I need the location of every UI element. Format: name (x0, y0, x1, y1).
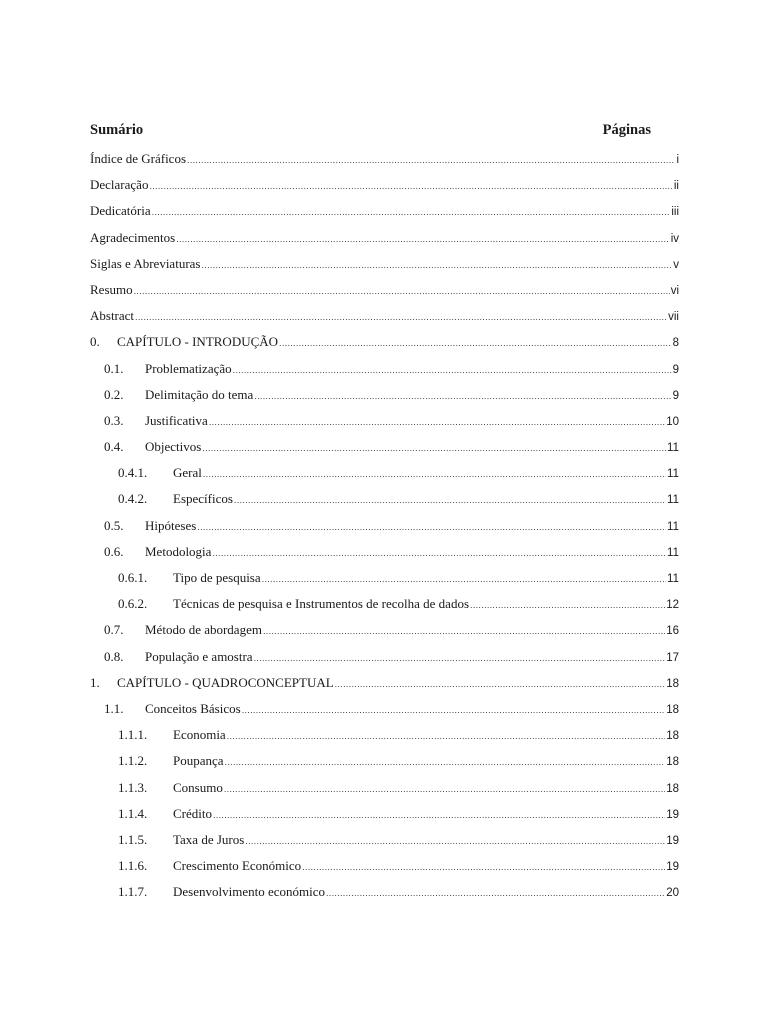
toc-entry[interactable] (90, 565, 679, 591)
dot-leader (176, 226, 669, 252)
toc-entry-number: 0.1. (104, 360, 124, 376)
toc-entry-number: 0. (90, 334, 100, 350)
toc-entry-title: CAPÍTULO - INTRODUÇÃO (117, 334, 279, 350)
toc-entry-title: Taxa de Juros (173, 831, 245, 847)
dot-leader (152, 199, 671, 225)
toc-entry[interactable] (90, 539, 679, 565)
toc-entry[interactable] (90, 172, 679, 198)
toc-entry-number: 0.6.2. (118, 596, 148, 612)
toc-entry-title: Desenvolvimento económico (173, 884, 325, 900)
toc-entry[interactable] (90, 879, 679, 905)
toc-entry[interactable] (90, 722, 679, 748)
toc-entry-title: CAPÍTULO - QUADROCONCEPTUAL (117, 674, 334, 690)
toc-entry[interactable] (90, 277, 679, 303)
toc-entry[interactable] (90, 670, 679, 696)
toc-entry[interactable] (90, 303, 679, 329)
toc-title: Sumário (90, 122, 144, 138)
toc-entry-title: Problematização (145, 360, 232, 376)
dot-leader (233, 357, 672, 383)
toc-entry-page: ii (673, 180, 679, 193)
toc-entry-page: 18 (666, 782, 679, 795)
toc-entry-title: Crédito (173, 805, 212, 821)
toc-entry-page: 16 (666, 625, 679, 638)
dot-leader (326, 880, 665, 906)
toc-entry-page: vii (668, 311, 679, 324)
toc-entry-number: 1.1.3. (118, 779, 148, 795)
toc-entry-number: 1.1.1. (118, 727, 148, 743)
toc-entry-title: Agradecimentos (90, 229, 176, 245)
dot-leader (202, 435, 666, 461)
dot-leader (201, 252, 672, 278)
toc-entry[interactable] (90, 408, 679, 434)
toc-entry-title: Consumo (173, 779, 223, 795)
toc-entry-number: 0.4.2. (118, 491, 148, 507)
dot-leader (254, 645, 666, 671)
dot-leader (224, 776, 665, 802)
toc-entry-page: 11 (667, 468, 679, 481)
toc-entry-page: 11 (667, 494, 679, 507)
dot-leader (187, 147, 675, 173)
dot-leader (263, 618, 665, 644)
toc-entry-title: Geral (173, 465, 202, 481)
toc-entry-number: 0.6.1. (118, 570, 148, 585)
toc-entry-number: 0.3. (104, 412, 124, 428)
toc-entry-number: 0.4. (104, 439, 124, 455)
toc-entry[interactable] (90, 486, 679, 512)
toc-entry-page: 18 (666, 730, 679, 743)
toc-entry-page: 18 (666, 703, 679, 716)
toc-entry-page: 18 (666, 677, 679, 690)
toc-entry-page: 11 (667, 520, 679, 533)
toc-entry[interactable] (90, 591, 679, 617)
dot-leader (227, 723, 665, 749)
pages-column-label: Páginas (602, 122, 651, 138)
dot-leader (197, 514, 666, 540)
toc-entry-title: Método de abordagem (145, 622, 262, 638)
toc-entry[interactable] (90, 644, 679, 670)
toc-entry-number: 0.5. (104, 517, 124, 533)
toc-entry-page: 19 (666, 808, 679, 821)
toc-entry-page: iii (671, 206, 679, 219)
toc-entry[interactable] (90, 696, 679, 722)
toc-entry-page: 19 (666, 834, 679, 847)
toc-entry[interactable] (90, 146, 679, 172)
toc-entry-number: 0.4.1. (118, 465, 148, 481)
toc-entry-number: 1.1.7. (118, 884, 148, 900)
dot-leader (213, 802, 665, 828)
toc-entry-page: iv (670, 232, 679, 245)
toc-entry[interactable] (90, 198, 679, 224)
toc-entry-page: 17 (666, 651, 679, 664)
toc-entry-page: 19 (666, 861, 679, 874)
toc-entry-page: i (676, 154, 679, 166)
toc-entry-title: Conceitos Básicos (145, 700, 241, 716)
toc-entry-title: Crescimento Económico (173, 858, 302, 874)
toc-entry-page: 20 (666, 887, 679, 900)
toc-entry-number: 0.6. (104, 543, 124, 559)
toc-header (90, 122, 651, 139)
toc-entry-page: 9 (672, 389, 679, 402)
toc-entry-title: Justificativa (145, 412, 208, 428)
toc-entry-title: Economia (173, 727, 226, 743)
toc-entry-number: 1.1.6. (118, 858, 148, 874)
toc-entry-page: 8 (672, 337, 679, 350)
toc-entry[interactable] (90, 251, 679, 277)
toc-entry-title: Metodologia (145, 543, 212, 559)
toc-entry[interactable] (90, 382, 679, 408)
dot-leader (302, 854, 665, 880)
toc-entry-number: 1.1.4. (118, 805, 148, 821)
dot-leader (134, 278, 670, 304)
toc-entry-title: Índice de Gráficos (90, 151, 187, 166)
dot-leader (254, 383, 671, 409)
toc-entry-page: 11 (667, 546, 679, 559)
dot-leader (242, 697, 666, 723)
toc-entry-title: Delimitação do tema (145, 386, 254, 402)
toc-entry[interactable] (90, 801, 679, 827)
toc-entry[interactable] (90, 775, 679, 801)
toc-entry[interactable] (90, 853, 679, 879)
dot-leader (335, 671, 666, 697)
dot-leader (245, 828, 665, 854)
dot-leader (279, 330, 672, 356)
toc-entry-title: Hipóteses (145, 517, 197, 533)
toc-entry-page: 12 (666, 599, 679, 612)
toc-entry[interactable] (90, 513, 679, 539)
dot-leader (470, 592, 665, 618)
toc-entry-number: 1. (90, 674, 100, 690)
dot-leader (212, 540, 666, 566)
toc-entry-page: 18 (666, 756, 679, 769)
toc-entry-title: Tipo de pesquisa (173, 570, 261, 585)
toc-entry-number: 0.2. (104, 386, 124, 402)
toc-entry-title: Abstract (90, 308, 135, 324)
toc-entry-number: 1.1. (104, 700, 124, 716)
toc-entry-page: 9 (672, 363, 679, 376)
toc-entry-page: v (673, 258, 679, 271)
dot-leader (135, 304, 667, 330)
toc-entry-title: Técnicas de pesquisa e Instrumentos de recolha de dados (173, 596, 470, 612)
toc-entry[interactable] (90, 748, 679, 774)
toc-entry-number: 0.7. (104, 622, 124, 638)
toc-entry-number: 1.1.5. (118, 831, 148, 847)
dot-leader (209, 409, 665, 435)
toc-entry[interactable] (90, 827, 679, 853)
dot-leader (203, 461, 666, 487)
toc-entry[interactable] (90, 617, 679, 643)
toc-entry-title: Resumo (90, 281, 133, 297)
dot-leader (149, 173, 672, 199)
toc-entry-title: Siglas e Abreviaturas (90, 255, 201, 271)
toc-entry-title: Dedicatória (90, 203, 151, 219)
toc-entry[interactable] (90, 225, 679, 251)
toc-entry-title: População e amostra (145, 648, 253, 664)
toc-entry-title: Poupança (173, 753, 224, 769)
toc-entry[interactable] (90, 329, 679, 355)
toc-entry-title: Declaração (90, 177, 149, 193)
toc-entry[interactable] (90, 460, 679, 486)
toc-entry-number: 1.1.2. (118, 753, 148, 769)
dot-leader (262, 566, 666, 592)
dot-leader (234, 487, 666, 513)
toc-entry[interactable] (90, 356, 679, 382)
toc-entry-page: 10 (666, 415, 679, 428)
toc-entry-title: Específicos (173, 491, 233, 507)
table-of-contents (90, 146, 679, 905)
toc-entry-title: Objectivos (145, 439, 202, 455)
dot-leader (225, 749, 666, 775)
toc-entry-page: vi (670, 284, 679, 297)
toc-entry-page: 11 (667, 573, 679, 585)
toc-entry-page: 11 (667, 442, 679, 455)
toc-entry-number: 0.8. (104, 648, 124, 664)
toc-entry[interactable] (90, 434, 679, 460)
